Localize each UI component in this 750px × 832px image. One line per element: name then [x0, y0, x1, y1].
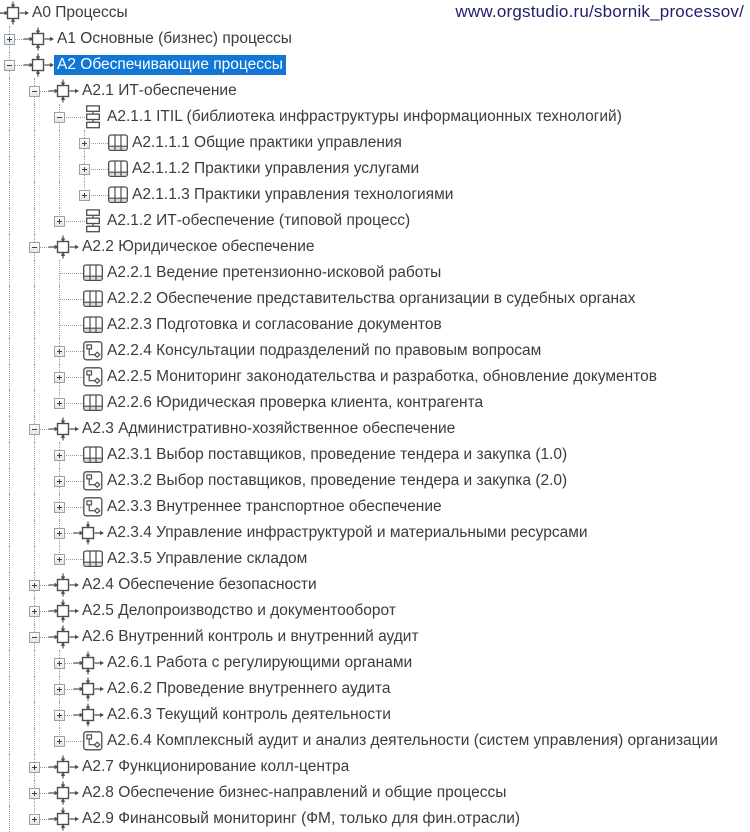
tree-row: [0, 494, 750, 520]
guide-line: [9, 494, 10, 520]
guide-line: [9, 728, 10, 754]
guide-line: [34, 494, 35, 520]
guide-line: [34, 650, 35, 676]
guide-line: [9, 208, 10, 234]
orgstudio-link[interactable]: www.orgstudio.ru/sbornik_processov/: [455, 2, 744, 21]
tree-row: [0, 416, 750, 442]
guide-line: [34, 130, 35, 156]
tree-row: [0, 676, 750, 702]
tree-expander-plus[interactable]: [54, 346, 65, 357]
guide-line: [34, 546, 35, 572]
tree-expander-plus[interactable]: [79, 164, 90, 175]
tree-row: [0, 546, 750, 572]
tree-item-label[interactable]: A2.9 Финансовый мониторинг (ФМ, только для фин.отрасли): [82, 810, 521, 827]
guide-line: [9, 572, 10, 598]
process-table-icon: [83, 550, 103, 568]
tree-expander-plus[interactable]: [79, 190, 90, 201]
guide-line: [59, 325, 85, 326]
tree-row: [0, 104, 750, 130]
tree-item-label[interactable]: A2.6.2 Проведение внутреннего аудита: [107, 680, 391, 697]
procedure-flowchart-icon: [83, 341, 103, 361]
guide-line: [59, 182, 60, 208]
tree-expander-plus[interactable]: [54, 710, 65, 721]
tree-item-label[interactable]: A2.5 Делопроизводство и документооборот: [82, 602, 396, 619]
tree-item-label[interactable]: A2.1 ИТ-обеспечение: [82, 82, 237, 99]
guide-line: [34, 312, 35, 338]
tree-expander-plus[interactable]: [79, 138, 90, 149]
tree-row: [0, 26, 750, 52]
process-table-icon: [108, 186, 128, 204]
tree-item-label[interactable]: A1 Основные (бизнес) процессы: [57, 30, 292, 47]
guide-line: [59, 273, 85, 274]
tree-row: [0, 338, 750, 364]
guide-line: [34, 364, 35, 390]
idef0-process-icon: [71, 651, 105, 675]
guide-line: [34, 390, 35, 416]
guide-line: [9, 650, 10, 676]
idef0-process-icon: [71, 521, 105, 545]
tree-expander-minus[interactable]: [29, 242, 40, 253]
tree-row: [0, 364, 750, 390]
guide-line: [34, 104, 35, 130]
guide-line: [9, 598, 10, 624]
guide-line: [9, 130, 10, 156]
guide-line: [34, 156, 35, 182]
tree-expander-plus[interactable]: [54, 528, 65, 539]
process-table-icon: [83, 264, 103, 282]
tree-item-label[interactable]: A2.1.2 ИТ-обеспечение (типовой процесс): [107, 212, 411, 229]
guide-line: [9, 520, 10, 546]
idef0-process-icon: [0, 1, 30, 25]
idef0-process-icon: [71, 677, 105, 701]
process-table-icon: [108, 134, 128, 152]
guide-line: [34, 338, 35, 364]
process-hierarchy-icon: [83, 209, 103, 233]
tree-row: [0, 234, 750, 260]
tree-expander-plus[interactable]: [54, 476, 65, 487]
tree-item-label[interactable]: A2.3.4 Управление инфраструктурой и материальными ресурсами: [107, 524, 588, 541]
tree-item-label[interactable]: A2.1.1.2 Практики управления услугами: [132, 160, 420, 177]
tree-row: [0, 624, 750, 650]
guide-line: [34, 728, 35, 754]
tree-expander-minus[interactable]: [29, 86, 40, 97]
guide-line: [34, 182, 35, 208]
guide-line: [9, 806, 10, 832]
tree-row: [0, 442, 750, 468]
guide-line: [9, 416, 10, 442]
tree-expander-plus[interactable]: [29, 606, 40, 617]
guide-line: [9, 624, 10, 650]
guide-line: [9, 780, 10, 806]
tree-item-label[interactable]: A2.2.6 Юридическая проверка клиента, контрагента: [107, 394, 484, 411]
idef0-process-icon: [21, 27, 55, 51]
idef0-process-icon: [46, 235, 80, 259]
tree-expander-plus[interactable]: [54, 554, 65, 565]
tree-item-label[interactable]: A2.3 Административно-хозяйственное обеспечение: [82, 420, 456, 437]
tree-row: [0, 390, 750, 416]
process-table-icon: [83, 394, 103, 412]
tree-row: [0, 754, 750, 780]
guide-line: [59, 299, 85, 300]
tree-item-label[interactable]: A2.2 Юридическое обеспечение: [82, 238, 315, 255]
tree-expander-plus[interactable]: [54, 658, 65, 669]
tree-expander-plus[interactable]: [29, 580, 40, 591]
guide-line: [9, 468, 10, 494]
tree-row: [0, 598, 750, 624]
tree-item-label[interactable]: A2.6.4 Комплексный аудит и анализ деятельности (систем управления) организации: [107, 732, 718, 749]
idef0-process-icon: [46, 417, 80, 441]
guide-line: [9, 676, 10, 702]
tree-item-label[interactable]: A2.6.1 Работа с регулирующими органами: [107, 654, 413, 671]
idef0-process-icon: [46, 599, 80, 623]
tree-item-label[interactable]: A2.6.3 Текущий контроль деятельности: [107, 706, 391, 723]
procedure-flowchart-icon: [83, 367, 103, 387]
guide-line: [9, 312, 10, 338]
tree-item-label[interactable]: A2 Обеспечивающие процессы: [54, 55, 286, 75]
tree-item-label[interactable]: A2.2.2 Обеспечение представительства организации в судебных органах: [107, 290, 636, 307]
tree-item-label[interactable]: A2.6 Внутренний контроль и внутренний аудит: [82, 628, 419, 645]
tree-item-label[interactable]: A2.3.5 Управление складом: [107, 550, 308, 567]
tree-row: [0, 520, 750, 546]
tree-row: [0, 260, 750, 286]
tree-expander-minus[interactable]: [29, 424, 40, 435]
tree-item-label[interactable]: A2.2.4 Консультации подразделений по правовым вопросам: [107, 342, 542, 359]
guide-line: [34, 468, 35, 494]
tree-expander-plus[interactable]: [29, 814, 40, 825]
tree-expander-minus[interactable]: [4, 60, 15, 71]
guide-line: [34, 442, 35, 468]
tree-row: [0, 702, 750, 728]
tree-row: [0, 468, 750, 494]
tree-item-label[interactable]: A2.1.1.3 Практики управления технологиями: [132, 186, 454, 203]
tree-item-label[interactable]: A0 Процессы: [32, 4, 128, 21]
tree-row: [0, 78, 750, 104]
tree-expander-plus[interactable]: [54, 398, 65, 409]
guide-line: [9, 546, 10, 572]
guide-line: [9, 182, 10, 208]
process-table-icon: [108, 160, 128, 178]
guide-line: [9, 286, 10, 312]
tree-item-label[interactable]: A2.2.3 Подготовка и согласование документов: [107, 316, 442, 333]
tree-expander-plus[interactable]: [54, 372, 65, 383]
guide-line: [34, 286, 35, 312]
tree-row: [0, 728, 750, 754]
idef0-process-icon: [46, 781, 80, 805]
procedure-flowchart-icon: [83, 497, 103, 517]
idef0-process-icon: [46, 573, 80, 597]
guide-line: [9, 364, 10, 390]
idef0-process-icon: [46, 625, 80, 649]
tree-expander-plus[interactable]: [54, 216, 65, 227]
guide-line: [9, 390, 10, 416]
tree-expander-plus[interactable]: [54, 450, 65, 461]
guide-line: [59, 156, 60, 182]
guide-line: [34, 260, 35, 286]
guide-line: [9, 442, 10, 468]
tree-item-label[interactable]: A2.4 Обеспечение безопасности: [82, 576, 317, 593]
tree-row: [0, 312, 750, 338]
tree-row: [0, 182, 750, 208]
process-hierarchy-icon: [83, 105, 103, 129]
tree-item-label[interactable]: A2.3.1 Выбор поставщиков, проведение тендера и закупка (1.0): [107, 446, 568, 463]
tree-item-label[interactable]: A2.3.2 Выбор поставщиков, проведение тендера и закупка (2.0): [107, 472, 568, 489]
guide-line: [34, 208, 35, 234]
tree-row: [0, 780, 750, 806]
tree-item-label[interactable]: A2.7 Функционирование колл-центра: [82, 758, 350, 775]
process-table-icon: [83, 446, 103, 464]
idef0-process-icon: [21, 53, 55, 77]
tree-expander-plus[interactable]: [29, 788, 40, 799]
process-table-icon: [83, 290, 103, 308]
tree-item-label[interactable]: A2.3.3 Внутреннее транспортное обеспечение: [107, 498, 442, 515]
tree-row: [0, 156, 750, 182]
idef0-process-icon: [46, 755, 80, 779]
idef0-process-icon: [46, 79, 80, 103]
guide-line: [9, 702, 10, 728]
tree-row: [0, 0, 750, 26]
tree-expander-minus[interactable]: [29, 632, 40, 643]
guide-line: [9, 104, 10, 130]
tree-expander-plus[interactable]: [54, 736, 65, 747]
tree-item-label[interactable]: A2.8 Обеспечение бизнес-направлений и общие процессы: [82, 784, 507, 801]
guide-line: [9, 754, 10, 780]
tree-item-label[interactable]: A2.1.1 ITIL (библиотека инфраструктуры информационных технологий): [107, 108, 622, 125]
guide-line: [9, 260, 10, 286]
guide-line: [59, 130, 60, 156]
procedure-flowchart-icon: [83, 471, 103, 491]
tree-row: [0, 208, 750, 234]
tree-row: [0, 286, 750, 312]
idef0-process-icon: [46, 807, 80, 831]
tree-expander-plus[interactable]: [54, 502, 65, 513]
guide-line: [9, 78, 10, 104]
guide-line: [34, 702, 35, 728]
guide-line: [34, 676, 35, 702]
tree-row: [0, 572, 750, 598]
guide-line: [34, 520, 35, 546]
tree-row: [0, 52, 750, 78]
tree-expander-minus[interactable]: [54, 112, 65, 123]
procedure-flowchart-icon: [83, 731, 103, 751]
tree-row: [0, 806, 750, 832]
process-table-icon: [83, 316, 103, 334]
tree-item-label[interactable]: A2.1.1.1 Общие практики управления: [132, 134, 402, 151]
tree-item-label[interactable]: A2.2.5 Мониторинг законодательства и разработка, обновление документов: [107, 368, 658, 385]
tree-expander-plus[interactable]: [29, 762, 40, 773]
guide-line: [9, 234, 10, 260]
guide-line: [9, 156, 10, 182]
idef0-process-icon: [71, 703, 105, 727]
tree-row: [0, 130, 750, 156]
tree-row: [0, 650, 750, 676]
tree-expander-plus[interactable]: [54, 684, 65, 695]
tree-expander-plus[interactable]: [4, 34, 15, 45]
tree-item-label[interactable]: A2.2.1 Ведение претензионно-исковой работы: [107, 264, 442, 281]
guide-line: [9, 338, 10, 364]
